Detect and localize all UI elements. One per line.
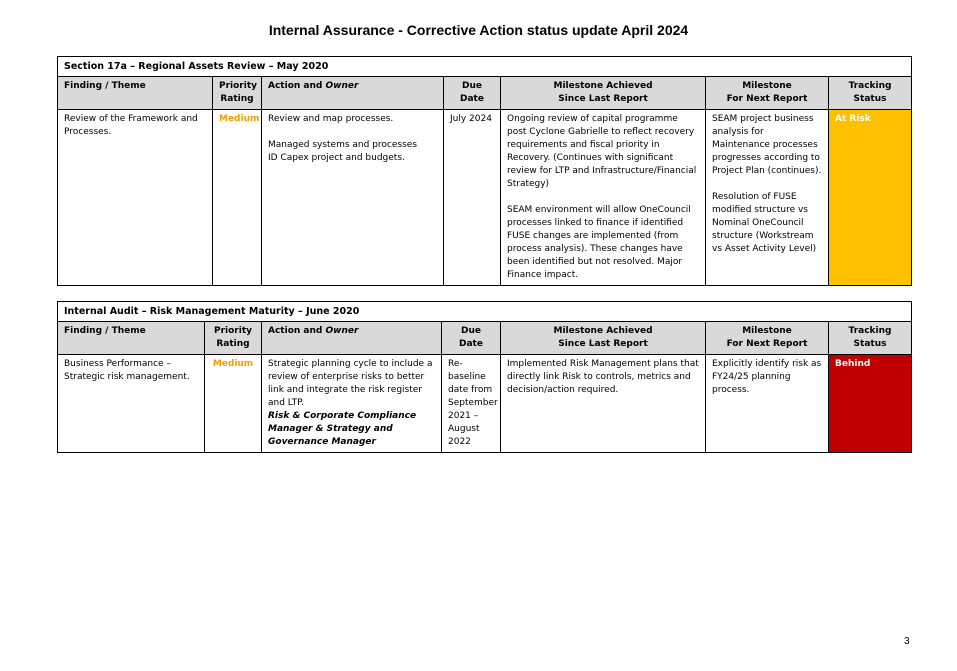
header-milestone-next-line2: For Next Report	[726, 339, 808, 349]
header-milestone-achieved-line2: Since Last Report	[558, 339, 648, 349]
header-tracking: Tracking Status	[829, 322, 912, 355]
header-priority: Priority Rating	[205, 322, 262, 355]
table-row	[58, 355, 912, 453]
section-title: Section 17a – Regional Assets Review – May 2020	[58, 57, 912, 77]
action-line-1: Strategic planning cycle to include a review of enterprise risks to better link and integrate the risk register and LTP.	[268, 359, 433, 408]
achieved-cell	[501, 110, 706, 286]
header-milestone-next-line1: Milestone	[742, 81, 792, 91]
due-cell: July 2024	[444, 110, 501, 286]
next-para-1: SEAM project business analysis for Maintenance processes progresses according to Project Plan (continues).	[712, 114, 822, 176]
header-milestone-achieved-line1: Milestone Achieved	[553, 326, 653, 336]
header-due: Due Date	[442, 322, 501, 355]
header-finding: Finding / Theme	[58, 77, 213, 110]
header-milestone-next	[706, 322, 829, 355]
header-action-label: Action and	[268, 326, 323, 336]
action-line-3: ID Capex project and budgets.	[268, 153, 405, 163]
status-badge: At Risk	[829, 110, 912, 286]
risk-management-table	[57, 301, 912, 453]
achieved-para-1: Ongoing review of capital programme post Cyclone Gabrielle to reflect recovery requirements and fiscal priority in Recovery. (Continues with significant review for LTP and Infrastructure/Financial Strategy)	[507, 114, 697, 189]
header-due: Due Date	[444, 77, 501, 110]
header-milestone-next	[706, 77, 829, 110]
header-priority: Priority Rating	[213, 77, 262, 110]
section-17a-table	[57, 56, 912, 286]
header-action-label: Action and	[268, 81, 323, 91]
finding-cell: Review of the Framework and Processes.	[58, 110, 213, 286]
header-tracking: Tracking Status	[829, 77, 912, 110]
table-header-row	[58, 322, 912, 355]
table-header-row	[58, 77, 912, 110]
achieved-cell: Implemented Risk Management plans that directly link Risk to controls, metrics and decision/action required.	[501, 355, 706, 453]
header-milestone-achieved-line2: Since Last Report	[558, 94, 648, 104]
header-action	[262, 322, 442, 355]
next-cell: Explicitly identify risk as FY24/25 planning process.	[706, 355, 829, 453]
header-milestone-achieved	[501, 77, 706, 110]
action-line-2: Managed systems and processes	[268, 140, 418, 150]
action-owner: Risk & Corporate Compliance Manager & Strategy and Governance Manager	[268, 411, 417, 447]
status-badge: Behind	[829, 355, 912, 453]
action-cell	[262, 110, 444, 286]
section-title: Internal Audit – Risk Management Maturity – June 2020	[58, 302, 912, 322]
header-milestone-achieved-line1: Milestone Achieved	[553, 81, 653, 91]
header-milestone-next-line2: For Next Report	[726, 94, 808, 104]
header-finding: Finding / Theme	[58, 322, 205, 355]
next-para-2: Resolution of FUSE modified structure vs Nominal OneCouncil structure (Workstream vs Asset Activity Level)	[712, 192, 817, 254]
next-cell	[706, 110, 829, 286]
action-line-1: Review and map processes.	[268, 114, 394, 124]
header-owner-label: Owner	[325, 326, 359, 336]
finding-cell: Business Performance – Strategic risk management.	[58, 355, 205, 453]
due-cell: Re-baseline date from September 2021 – August 2022	[442, 355, 501, 453]
priority-cell: Medium	[205, 355, 262, 453]
header-milestone-achieved	[501, 322, 706, 355]
header-owner-label: Owner	[325, 81, 359, 91]
header-milestone-next-line1: Milestone	[742, 326, 792, 336]
priority-cell: Medium	[213, 110, 262, 286]
page-title: Internal Assurance - Corrective Action status update April 2024	[268, 22, 689, 38]
action-cell	[262, 355, 442, 453]
achieved-para-2: SEAM environment will allow OneCouncil processes linked to finance if identified FUSE changes are implemented (from process analysis). These changes have been identified but not resolved. Major Finance impact.	[507, 205, 691, 280]
header-action	[262, 77, 444, 110]
table-row	[58, 110, 912, 286]
page-number: 3	[904, 636, 910, 647]
